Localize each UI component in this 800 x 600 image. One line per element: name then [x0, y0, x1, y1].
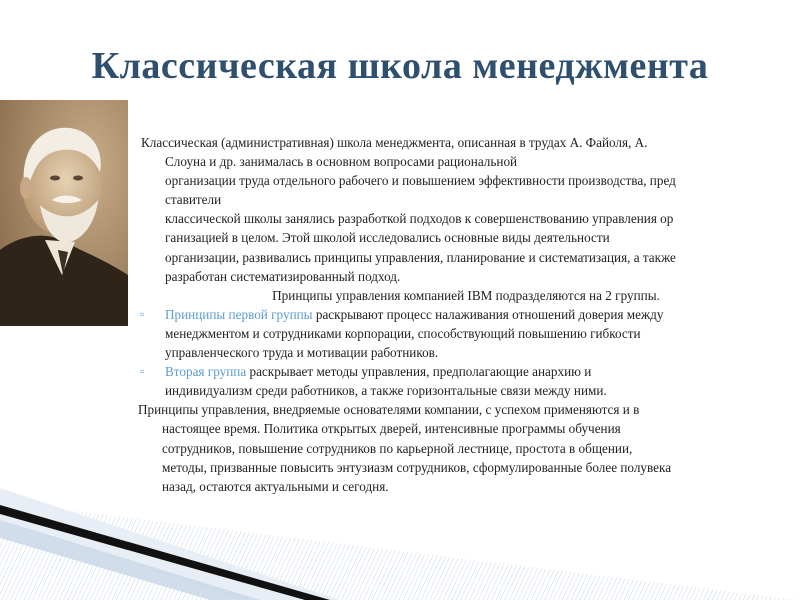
- bullet-first-group: [138, 305, 770, 362]
- intro-line-3: организации труда отдельного рабочего и повышением эффективности производства, пред: [165, 173, 676, 189]
- second-group-line-1: раскрывает методы управления, предполагающие анархию и: [246, 364, 592, 380]
- intro-line-6: ганизацией в целом. Этой школой исследовались основные виды деятельности: [165, 230, 610, 246]
- intro-line-2: Слоуна и др. занималась в основном вопросами рациональной: [165, 154, 518, 170]
- intro-line-8: разработан систематизированный подход.: [165, 268, 401, 284]
- slide-title: Классическая школа менеджмента: [91, 45, 709, 87]
- slide-body: [138, 133, 770, 496]
- decorative-diagonal-stripes: [0, 480, 800, 600]
- intro-line-1: Классическая (административная) школа менеджмента, описанная в трудах А. Файоля, А.: [141, 135, 648, 150]
- first-group-line-2: менеджментом и сотрудниками корпорации, способствующий повышению гибкости: [165, 325, 641, 341]
- bullet-second-group: [138, 362, 770, 400]
- second-group-highlight: Вторая группа: [165, 364, 247, 380]
- closing-line-2: настоящее время. Политика открытых дверей, интенсивные программы обучения: [162, 421, 621, 437]
- intro-line-4: ставители: [165, 192, 222, 208]
- portrait-photo: [0, 100, 128, 326]
- closing-line-3: сотрудников, повышение сотрудников по карьерной лестнице, простота в общении,: [162, 440, 633, 456]
- ibm-principles-heading: Принципы управления компанией IBM подразделяются на 2 группы.: [272, 287, 660, 303]
- intro-line-5: классической школы занялись разработкой подходов к совершенствованию управления ор: [165, 211, 674, 227]
- bullet-marker-icon: ▫: [140, 306, 145, 321]
- intro-line-7: организации, развивались принципы управления, планирование и систематизация, а также: [165, 249, 676, 265]
- first-group-highlight: Принципы первой группы: [165, 306, 313, 322]
- intro-paragraph: [138, 133, 770, 286]
- second-group-line-2: индивидуализм среди работников, а также горизонтальные связи между ними.: [165, 383, 607, 399]
- closing-line-4: методы, призванные повысить энтузиазм сотрудников, сформулированные более полувека: [162, 459, 672, 475]
- first-group-line-1: раскрывают процесс налаживания отношений доверия между: [312, 306, 664, 322]
- closing-line-5: назад, остаются актуальными и сегодня.: [162, 478, 389, 494]
- first-group-line-3: управленческого труда и мотивации работников.: [165, 345, 439, 361]
- closing-line-1: Принципы управления, внедряемые основателями компании, с успехом применяются и в: [138, 402, 640, 418]
- bullet-marker-icon: ▫: [140, 364, 145, 379]
